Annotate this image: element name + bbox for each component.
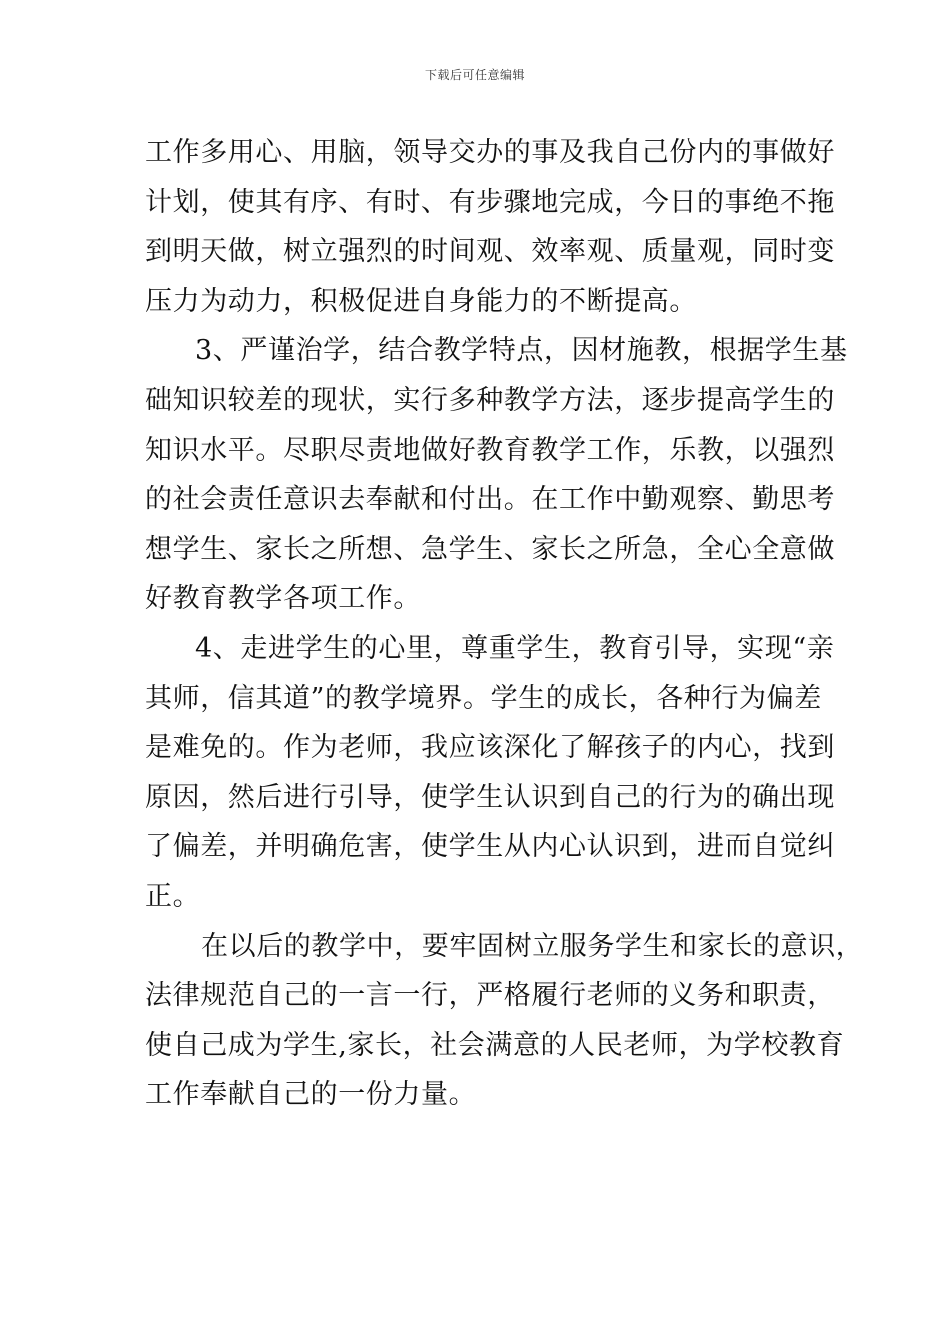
- text-line: 知识水平。尽职尽责地做好教育教学工作，乐教，以强烈: [145, 434, 835, 466]
- text-line: 4、走进学生的心里，尊重学生，教育引导，实现“亲: [195, 632, 835, 664]
- text-line: 原因，然后进行引导，使学生认识到自己的行为的确出现: [145, 781, 835, 813]
- text-line: 础知识较差的现状，实行多种教学方法，逐步提高学生的: [145, 384, 835, 416]
- text-line: 3、严谨治学，结合教学特点，因材施教，根据学生基: [195, 335, 848, 367]
- text-line: 在以后的教学中，要牢固树立服务学生和家长的意识，: [201, 930, 864, 962]
- text-line: 到明天做，树立强烈的时间观、效率观、质量观，同时变: [145, 236, 835, 268]
- text-line: 计划，使其有序、有时、有步骤地完成，今日的事绝不拖: [145, 186, 835, 218]
- text-line: 是难免的。作为老师，我应该深化了解孩子的内心，找到: [145, 732, 835, 764]
- page-header: 下载后可任意编辑: [424, 68, 525, 82]
- text-line: 使自己成为学生,家长，社会满意的人民老师，为学校教育: [145, 1029, 845, 1061]
- text-line: 工作奉献自己的一份力量。: [145, 1079, 477, 1111]
- text-line: 好教育教学各项工作。: [145, 583, 421, 615]
- text-line: 正。: [145, 880, 201, 912]
- text-line: 其师，信其道”的教学境界。学生的成长，各种行为偏差: [145, 682, 822, 714]
- text-line: 压力为动力，积极促进自身能力的不断提高。: [145, 285, 697, 317]
- text-line: 的社会责任意识去奉献和付出。在工作中勤观察、勤思考: [145, 484, 835, 516]
- text-line: 工作多用心、用脑，领导交办的事及我自己份内的事做好: [145, 137, 835, 168]
- body-text: [145, 128, 864, 1120]
- text-line: 了偏差，并明确危害，使学生从内心认识到，进而自觉纠: [145, 831, 835, 863]
- text-line: 法律规范自己的一言一行，严格履行老师的义务和职责，: [145, 980, 835, 1012]
- text-line: 想学生、家长之所想、急学生、家长之所急，全心全意做: [145, 533, 835, 565]
